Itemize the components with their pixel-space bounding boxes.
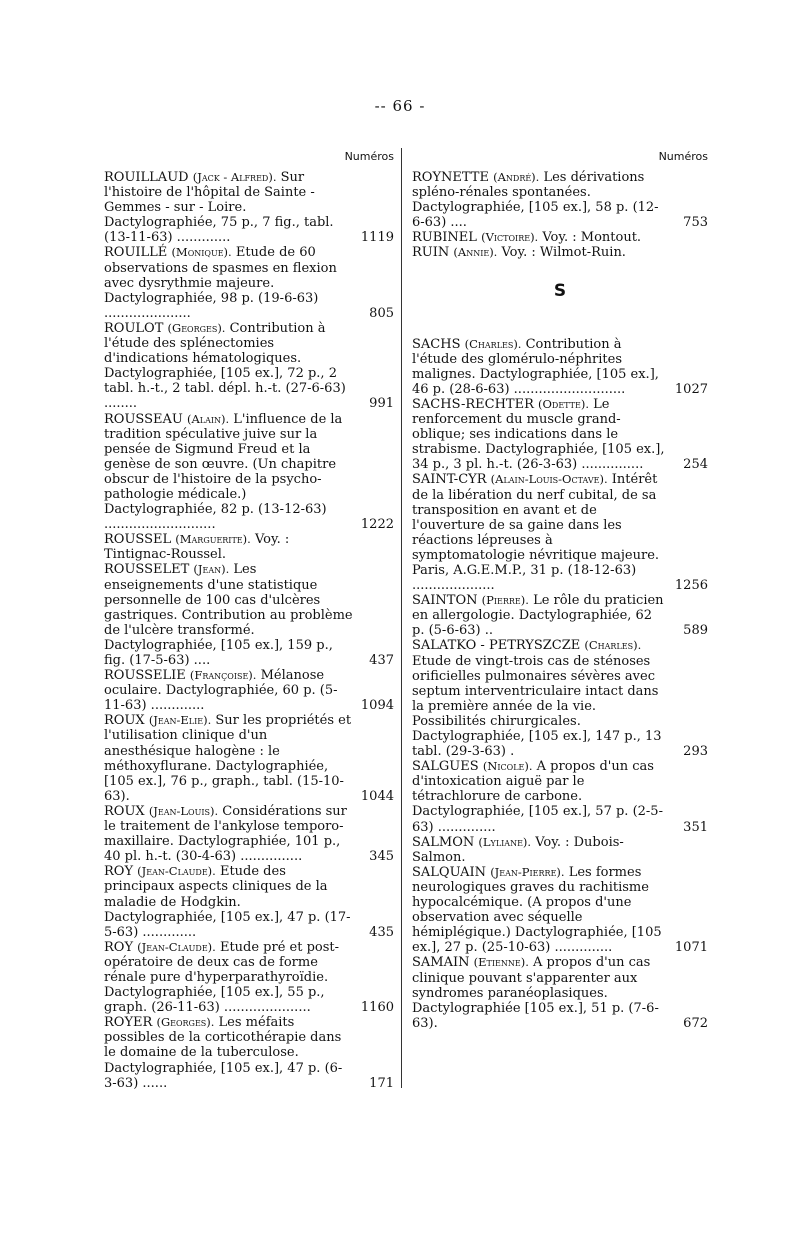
entry-number: 753: [683, 215, 708, 231]
entry-surname: ROY: [104, 864, 134, 880]
page-number: -- 66 -: [374, 97, 426, 115]
index-entry: [412, 472, 708, 593]
entry-forename: (Pierre).: [481, 593, 529, 608]
right-entries-before: [412, 170, 708, 261]
entry-surname: ROUSSEL: [104, 532, 172, 548]
entry-surname: SACHS: [412, 336, 461, 352]
entry-description: Etude des principaux aspects cliniques de la maladie de Hodgkin. Dactylographiée, [105 ex.], 47 p. (17-5-63) .............: [104, 864, 351, 940]
entry-surname: SAINT-CYR: [412, 472, 487, 488]
entry-number: 171: [369, 1075, 394, 1091]
entry-surname: ROUILLAUD: [104, 170, 189, 185]
entry-number: 1222: [360, 517, 394, 533]
entry-number: 435: [369, 924, 394, 940]
entry-description: Etude de 60 observations de spasmes en flexion avec dysrythmie majeure. Dactylographiée, 98 p. (19-6-63) .....................: [104, 245, 337, 321]
entry-forename: (Lyliane).: [478, 834, 532, 849]
entry-number: 254: [683, 457, 708, 473]
entry-forename: (Victoire).: [481, 230, 539, 245]
entry-description: L'influence de la tradition spéculative juive sur la pensée de Sigmund Freud et la genèse de son œuvre. (Un chapitre obscur de l'histoire de la psycho-pathologie médicale.) Dactylographiée, 82 p. (13-12-63) ...........................: [104, 411, 343, 533]
entry-description: Etude pré et post-opératoire de deux cas de forme rénale pure d'hyperparathyroïdie. Dactylographiée, [105 ex.], 55 p., graph. (26-11-63) .....................: [104, 939, 340, 1016]
section-letter: S: [553, 280, 567, 301]
entry-number: 351: [683, 819, 708, 835]
entry-description: Les formes neurologiques graves du rachitisme hypocalcémique. (A propos d'une observation avec séquelle hémiplégique.) Dactylographiée, [105 ex.], 27 p. (25-10-63) ..............: [412, 864, 662, 956]
entry-surname: SALQUAIN: [412, 864, 487, 880]
entry-surname: ROY: [104, 939, 134, 955]
entry-description: Les méfaits possibles de la corticothérapie dans le domaine de la tuberculose. Dactylographiée, [105 ex.], 47 p. (6-3-63) ......: [104, 1015, 343, 1091]
entry-forename: (Françoise).: [189, 668, 257, 683]
entry-surname: SAINTON: [412, 593, 478, 609]
index-entry: [412, 397, 708, 472]
entry-description: Intérêt de la libération du nerf cubital, de sa transposition en avant et de l'ouverture de sa gaine dans les réactions lépreuses à symptomatologie névritique majeure. Paris, A.G.E.M.P., 31 p. (18-12-63) ....................: [412, 472, 660, 594]
entry-surname: ROYNETTE: [412, 170, 489, 185]
index-entry: [412, 245, 708, 260]
index-entry: [104, 170, 394, 245]
entry-forename: (Jean-Claude).: [137, 864, 216, 879]
index-entry: [412, 865, 708, 956]
entry-forename: (Jean-Pierre).: [490, 864, 565, 879]
entry-description: Les dérivations spléno-rénales spontanées. Dactylographiée, [105 ex.], 58 p. (12-6-63) ....: [412, 170, 659, 231]
index-entry: [104, 245, 394, 320]
index-entry: [104, 864, 394, 939]
entry-description: Voy. : Dubois-Salmon.: [412, 834, 624, 865]
entry-number: 1027: [674, 381, 708, 397]
index-entry: [104, 1015, 394, 1090]
entry-number: 589: [683, 623, 708, 639]
entry-description: Contribution à l'étude des splénectomies d'indications hématologiques. Dactylographiée, [105 ex.], 72 p., 2 tabl. h.-t., 2 tabl. dépl. h.-t. (27-6-63) ........: [104, 320, 346, 412]
index-entry: [412, 835, 708, 865]
entry-forename: (Etienne).: [473, 955, 529, 970]
entry-surname: ROUX: [104, 803, 145, 819]
entry-forename: (Odette).: [538, 396, 589, 411]
entry-description: Sur l'histoire de l'hôpital de Sainte - Gemmes - sur - Loire. Dactylographiée, 75 p., 7 fig., tabl. (13-11-63) .............: [104, 170, 334, 246]
entry-description: Mélanose oculaire. Dactylographiée, 60 p. (5-11-63) .............: [104, 668, 338, 714]
right-column-header: Numéros: [658, 150, 708, 163]
entry-surname: ROUX: [104, 713, 145, 729]
entry-description: Voy. : Montout.: [542, 230, 642, 246]
entry-number: 805: [369, 305, 394, 321]
entry-surname: ROUILLÉ: [104, 245, 168, 261]
entry-number: 1044: [360, 788, 394, 804]
entry-forename: (Charles).: [584, 638, 642, 653]
entry-description: Voy. : Tintignac-Roussel.: [104, 532, 290, 563]
entry-surname: RUBINEL: [412, 230, 477, 246]
left-entries: [104, 170, 394, 1091]
column-divider: [401, 148, 402, 1088]
right-column: [412, 148, 708, 1031]
index-entry: [412, 759, 708, 834]
entry-surname: SAMAIN: [412, 955, 470, 971]
entry-forename: (Jean-Claude).: [137, 939, 216, 954]
index-entry: [104, 804, 394, 864]
entry-forename: (Jean).: [193, 562, 230, 577]
index-entry: [412, 170, 708, 230]
index-entry: [104, 940, 394, 1015]
index-entry: [412, 955, 708, 1030]
entry-forename: (Georges).: [167, 320, 226, 335]
entry-description: Contribution à l'étude des glomérulo-néphrites malignes. Dactylographiée, [105 ex.], 46 p. (28-6-63) ...........................: [412, 336, 659, 397]
entry-number: 1119: [360, 230, 394, 246]
entry-description: Voy. : Wilmot-Ruin.: [501, 245, 626, 261]
entry-forename: (Charles).: [464, 336, 522, 351]
index-entry: [412, 638, 708, 759]
entry-number: 991: [369, 396, 394, 412]
entry-surname: SALMON: [412, 834, 475, 850]
left-column: [104, 148, 394, 1091]
entry-description: Sur les propriétés et l'utilisation clinique d'un anesthésique halogène : le méthoxyflurane. Dactylographiée, [105 ex.], 76 p., graph., tabl. (15-10-63).: [104, 713, 352, 804]
entry-number: 1071: [674, 940, 708, 956]
entry-description: Les enseignements d'une statistique personnelle de 100 cas d'ulcères gastriques. Contribution au problème de l'ulcère transformé. Dactylographiée, [105 ex.], 159 p., fig. (17-5-63) ....: [104, 562, 353, 668]
entry-forename: (Jean-Louis).: [148, 803, 219, 818]
entry-description: A propos d'un cas d'intoxication aiguë par le tétrachlorure de carbone. Dactylographiée, [105 ex.], 57 p. (2-5-63) ..............: [412, 759, 663, 835]
entry-surname: SALATKO - PETRYSZCZE: [412, 638, 581, 654]
entry-description: Le rôle du praticien en allergologie. Dactylographiée, 62 p. (5-6-63) ..: [412, 593, 664, 639]
left-column-header: Numéros: [344, 150, 394, 163]
entry-description: A propos d'un cas clinique pouvant s'apparenter aux syndromes paranéoplasiques. Dactylographiée [105 ex.], 51 p. (7-6-63).: [412, 955, 659, 1031]
index-entry: [104, 412, 394, 533]
entry-description: Considérations sur le traitement de l'ankylose temporo-maxillaire. Dactylographiée, 101 p., 40 pl. h.-t. (30-4-63) ...............: [104, 803, 347, 865]
index-entry: [104, 562, 394, 668]
entry-description: Le renforcement du muscle grand-oblique; ses indications dans le strabisme. Dactylographiée, [105 ex.], 34 p., 3 pl. h.-t. (26-3-63) ...............: [412, 396, 665, 473]
index-entry: [412, 230, 708, 245]
entry-surname: RUIN: [412, 245, 450, 261]
entry-forename: (Nicole).: [482, 759, 533, 774]
entry-surname: SALGUES: [412, 759, 479, 775]
index-entry: [104, 321, 394, 412]
index-entry: [412, 593, 708, 638]
index-entry: [104, 713, 394, 804]
entry-number: 437: [369, 653, 394, 668]
index-entry: [412, 337, 708, 397]
entry-description: Etude de vingt-trois cas de sténoses orificielles pulmonaires sévères avec septum interventriculaire intact dans la première année de la vie. Possibilités chirurgicales. Dactylographiée, [105 ex.], 147 p., 13 tabl. (29-3-63) .: [412, 653, 662, 760]
entry-forename: (Georges).: [156, 1015, 215, 1030]
entry-number: 345: [369, 849, 394, 865]
entry-surname: ROULOT: [104, 320, 164, 336]
entry-forename: (Marguerite).: [175, 532, 251, 547]
index-entry: [104, 532, 394, 562]
entry-forename: (André).: [493, 170, 540, 184]
index-entry: [104, 668, 394, 713]
entry-forename: (Alain-Louis-Octave).: [490, 472, 608, 487]
entry-number: 1160: [360, 1000, 394, 1016]
entry-forename: (Annie).: [453, 245, 498, 260]
entry-forename: (Jean-Elie).: [148, 713, 212, 728]
entry-forename: (Monique).: [171, 245, 232, 260]
entry-number: 293: [683, 744, 708, 760]
right-entries-after: [412, 337, 708, 1031]
entry-number: 672: [683, 1015, 708, 1031]
entry-surname: SACHS-RECHTER: [412, 396, 534, 412]
entry-forename: (Alain).: [186, 411, 230, 426]
entry-surname: ROUSSELET: [104, 562, 190, 578]
entry-number: 1256: [674, 578, 708, 594]
entry-surname: ROYER: [104, 1015, 153, 1031]
entry-forename: (Jack - Alfred).: [192, 170, 277, 184]
entry-surname: ROUSSELIE: [104, 668, 186, 684]
entry-surname: ROUSSEAU: [104, 411, 183, 427]
entry-number: 1094: [360, 698, 394, 714]
